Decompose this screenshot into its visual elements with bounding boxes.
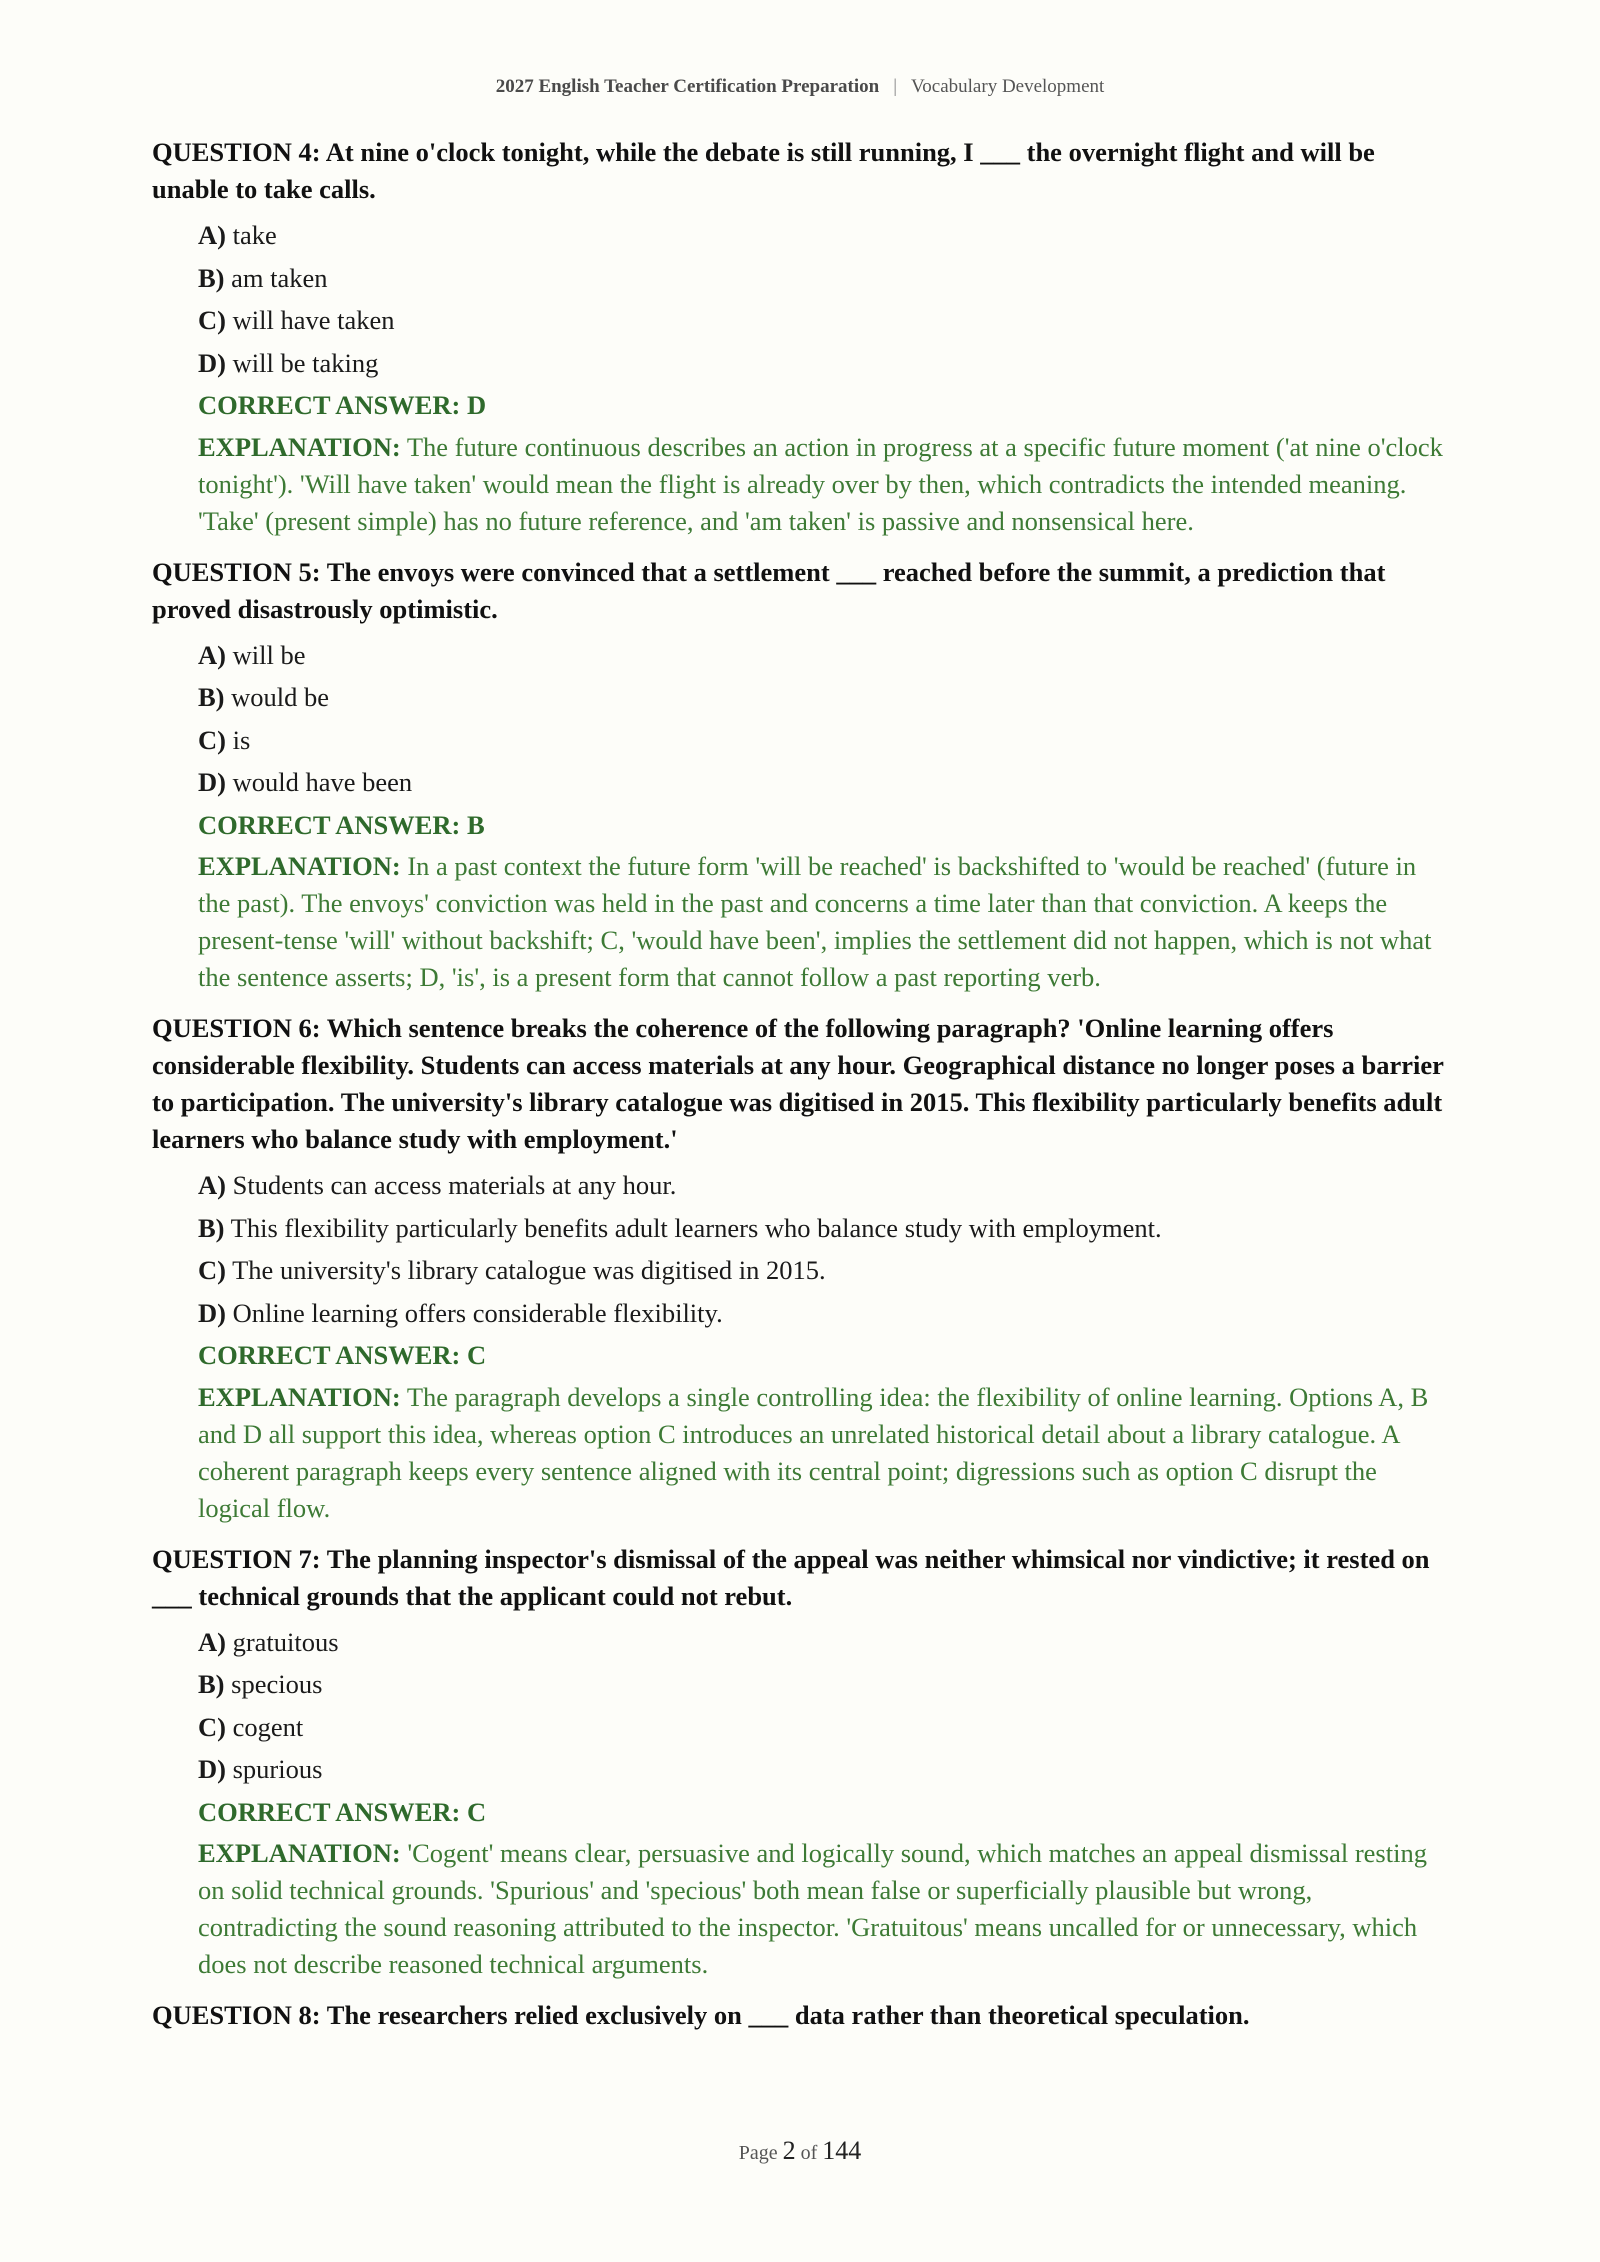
answer-option <box>198 257 1448 300</box>
option-letter: A) <box>198 220 226 250</box>
answer-option <box>198 1663 1448 1706</box>
option-text: am taken <box>231 262 328 293</box>
answer-option <box>198 1292 1448 1335</box>
question-label: QUESTION 5: <box>152 556 321 587</box>
option-text: gratuitous <box>232 1626 339 1657</box>
explanation <box>198 1379 1448 1527</box>
option-text: specious <box>231 1669 323 1699</box>
option-text: would be <box>231 682 330 712</box>
option-text: is <box>232 724 251 755</box>
page-word: Page <box>738 2142 778 2164</box>
option-text: cogent <box>232 1711 304 1742</box>
option-letter: D) <box>198 1297 226 1328</box>
answer-option <box>198 1706 1448 1749</box>
option-letter: C) <box>198 724 226 755</box>
option-letter: C) <box>198 1711 226 1742</box>
option-text: Online learning offers considerable flexibility. <box>232 1297 723 1328</box>
running-header <box>0 76 1600 98</box>
explanation <box>198 1835 1448 1983</box>
question-stem: Which sentence breaks the coherence of the following paragraph? 'Online learning offers considerable flexibility. Students can access materials at any hour. Geographical distance no longer poses a barrier to participation. The university's library catalogue was digitised in 2015. This flexibility particularly benefits adult learners who balance study with employment.' <box>152 1013 1444 1154</box>
answer-option <box>198 1621 1448 1664</box>
question-block <box>152 134 1448 540</box>
question-text <box>152 554 1448 628</box>
question-block <box>152 1997 1448 2034</box>
option-letter: D) <box>198 767 226 797</box>
question-label: QUESTION 4: <box>152 137 321 167</box>
page-number: 2 <box>782 2136 796 2165</box>
answer-option <box>198 299 1448 342</box>
answer-option <box>198 1249 1448 1292</box>
option-letter: C) <box>198 305 226 335</box>
explanation <box>198 848 1448 996</box>
question-label: QUESTION 8: <box>152 2000 321 2030</box>
total-pages: 144 <box>822 2136 862 2165</box>
header-separator: | <box>893 76 898 97</box>
answer-option <box>198 719 1448 762</box>
option-letter: A) <box>198 1170 226 1200</box>
explanation-text: The future continuous describes an action in progress at a specific future moment ('at nine o'clock tonight'). 'Will have taken' would mean the flight is already over by then, which contradicts the intended meaning. 'Take' (present simple) has no future reference, and 'am taken' is passive and nonsensical here. <box>198 431 1443 536</box>
option-letter: A) <box>198 1626 226 1657</box>
option-letter: C) <box>198 1255 226 1285</box>
option-letter: B) <box>198 1669 225 1699</box>
question-list <box>152 134 1448 2048</box>
option-text: take <box>232 220 277 250</box>
correct-answer: CORRECT ANSWER: D <box>198 390 487 420</box>
option-letter: B) <box>198 1212 225 1243</box>
answer-option <box>198 1207 1448 1250</box>
question-block <box>152 1541 1448 1984</box>
question-block <box>152 1010 1448 1527</box>
answer-option <box>198 1164 1448 1207</box>
explanation-text: In a past context the future form 'will be reached' is backshifted to 'would be reached' (future in the past). The envoys' conviction was held in the past and concerns a time later than that conviction. A keeps the present-tense 'will' without backshift; C, 'would have been', implies the settlement did not happen, which is not what the sentence asserts; D, 'is', is a present form that cannot follow a past reporting verb. <box>198 851 1432 992</box>
answer-option <box>198 634 1448 677</box>
option-letter: D) <box>198 347 226 378</box>
explanation-label: EXPLANATION: <box>198 1381 401 1412</box>
option-text: The university's library catalogue was digitised in 2015. <box>232 1255 826 1285</box>
question-text <box>152 1541 1448 1615</box>
option-letter: D) <box>198 1754 226 1784</box>
option-letter: A) <box>198 639 226 670</box>
of-word: of <box>800 2142 818 2164</box>
option-letter: B) <box>198 682 225 712</box>
question-text <box>152 1010 1448 1158</box>
option-text: Students can access materials at any hour. <box>232 1170 677 1200</box>
answer-option <box>198 342 1448 385</box>
correct-answer: CORRECT ANSWER: C <box>198 1340 487 1370</box>
answer-option <box>198 214 1448 257</box>
option-text: would have been <box>232 767 413 797</box>
option-letter: B) <box>198 262 225 293</box>
section-name: Vocabulary Development <box>911 76 1105 97</box>
option-text: This flexibility particularly benefits adult learners who balance study with employment. <box>230 1212 1162 1243</box>
option-text: will have taken <box>232 305 395 335</box>
page-footer <box>0 2136 1600 2166</box>
correct-answer: CORRECT ANSWER: B <box>198 809 485 840</box>
option-text: will be taking <box>232 347 379 378</box>
answer-option <box>198 1748 1448 1791</box>
question-stem: At nine o'clock tonight, while the debate is still running, I ___ the overnight flight and will be unable to take calls. <box>152 137 1375 204</box>
explanation-label: EXPLANATION: <box>198 1838 401 1868</box>
option-text: spurious <box>232 1754 323 1784</box>
correct-answer: CORRECT ANSWER: C <box>198 1796 487 1827</box>
answer-option <box>198 676 1448 719</box>
question-stem: The envoys were convinced that a settlement ___ reached before the summit, a prediction that proved disastrously optimistic. <box>152 556 1386 624</box>
question-stem: The planning inspector's dismissal of the appeal was neither whimsical nor vindictive; it rested on ___ technical grounds that the applicant could not rebut. <box>152 1543 1430 1611</box>
question-text <box>152 1997 1448 2034</box>
explanation-label: EXPLANATION: <box>198 431 401 462</box>
explanation-label: EXPLANATION: <box>198 851 401 881</box>
question-text <box>152 134 1448 208</box>
explanation-text: The paragraph develops a single controlling idea: the flexibility of online learning. Options A, B and D all support this idea, whereas option C introduces an unrelated historical detail about a library catalogue. A coherent paragraph keeps every sentence aligned with its central point; digressions such as option C disrupt the logical flow. <box>198 1381 1429 1523</box>
question-stem: The researchers relied exclusively on ___ data rather than theoretical speculation. <box>326 2000 1250 2030</box>
explanation <box>198 429 1448 540</box>
explanation-text: 'Cogent' means clear, persuasive and logically sound, which matches an appeal dismissal resting on solid technical grounds. 'Spurious' and 'specious' both mean false or superficially plausible but wrong, contradicting the sound reasoning attributed to the inspector. 'Gratuitous' means uncalled for or unnecessary, which does not describe reasoned technical arguments. <box>198 1838 1427 1979</box>
question-label: QUESTION 7: <box>152 1543 321 1574</box>
question-label: QUESTION 6: <box>152 1013 321 1043</box>
question-block <box>152 554 1448 997</box>
document-title: 2027 English Teacher Certification Preparation <box>495 76 880 97</box>
option-text: will be <box>232 639 306 670</box>
answer-option <box>198 761 1448 804</box>
